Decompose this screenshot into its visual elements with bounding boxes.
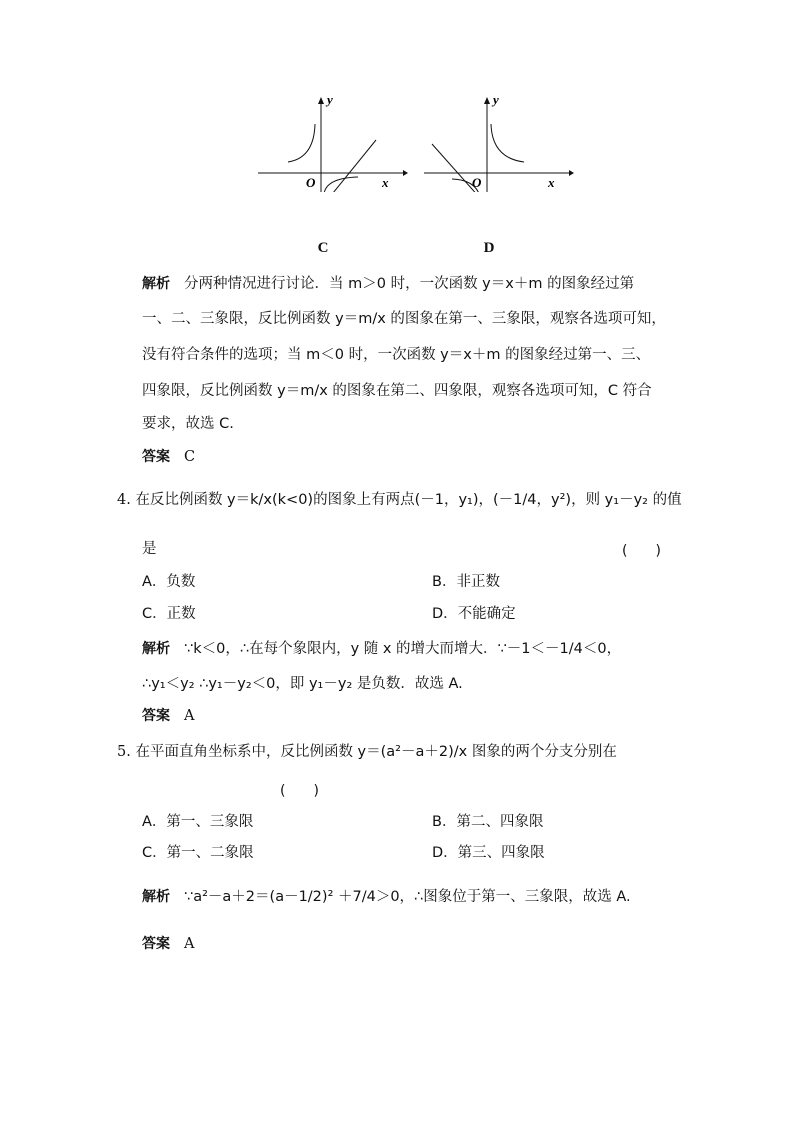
q5-answer-keyword: 答案 (142, 936, 170, 952)
q3-analysis-line-2 (142, 308, 702, 330)
graph-c-x-label: x (382, 175, 389, 190)
graph-c-origin-label: O (306, 175, 316, 190)
q3-analysis-text-5: 要求，故选 C. (142, 416, 234, 432)
graph-d-label: D (483, 240, 495, 256)
q3-analysis-text-1: 分两种情况进行讨论．当 m＞0 时，一次函数 y＝x＋m 的图象经过第 (184, 276, 635, 292)
graph-c-y-label: y (327, 92, 333, 107)
q4-answer (142, 705, 702, 727)
q3-analysis-text-4: 四象限，反比例函数 y＝m/x 的图象在第二、四象限，观察各选项可知，C 符合 (142, 383, 652, 399)
q3-analysis-keyword: 解析 (142, 276, 170, 292)
q4-stem-end-text: 是 (142, 541, 157, 557)
q4-number: 4. (117, 492, 131, 508)
q5-stem (117, 741, 697, 763)
q3-analysis-text-2: 一、二、三象限，反比例函数 y＝m/x 的图象在第一、三象限，观察各选项可知， (142, 311, 666, 327)
q3-answer-value: C (184, 449, 196, 465)
q5-option-b: B．第二、四象限 (432, 814, 544, 830)
q3-answer (142, 446, 702, 468)
q4-analysis-keyword: 解析 (142, 641, 170, 657)
q4-option-b: B．非正数 (432, 574, 500, 590)
q4-analysis-line-2 (142, 673, 702, 695)
q5-option-a: A．第一、三象限 (142, 814, 254, 830)
q5-number: 5. (117, 744, 131, 760)
q3-analysis-line-1 (142, 273, 702, 295)
q5-analysis-keyword: 解析 (142, 889, 170, 905)
q4-option-a: A．负数 (142, 574, 196, 590)
q3-analysis-text-3: 没有符合条件的选项；当 m＜0 时，一次函数 y＝x＋m 的图象经过第一、三、 (142, 347, 651, 363)
graph-d-x-label: x (548, 175, 555, 190)
q4-stem-text: 在反比例函数 y＝k/x(k<0)的图象上有两点(－1，y₁)，(－1/4，y²)，则 y₁－y₂ 的值 (135, 492, 682, 508)
graph-c (258, 92, 408, 192)
q4-answer-blank: ( ) (622, 543, 661, 559)
q4-stem (117, 489, 697, 511)
q5-answer (142, 933, 702, 955)
q4-analysis-text-1: ∵k＜0，∴在每个象限内，y 随 x 的增大而增大．∵－1＜－1/4＜0， (184, 641, 622, 657)
graph-d (424, 92, 574, 192)
q4-option-d: D．不能确定 (432, 606, 516, 622)
q5-answer-blank: ( ) (280, 783, 319, 799)
q3-answer-keyword: 答案 (142, 449, 170, 465)
q4-analysis-line-1 (142, 638, 702, 660)
q4-stem-end (142, 538, 702, 560)
q4-analysis-text-2: ∴y₁＜y₂ ∴y₁－y₂＜0，即 y₁－y₂ 是负数．故选 A. (142, 676, 463, 692)
q5-analysis-text: ∵a²－a＋2＝(a－1/2)² ＋7/4＞0，∴图象位于第一、三象限，故选 A. (184, 889, 631, 905)
q4-answer-keyword: 答案 (142, 708, 170, 724)
q5-option-c: C．第一、二象限 (142, 845, 254, 861)
q5-stem-text: 在平面直角坐标系中，反比例函数 y＝(a²－a＋2)/x 图象的两个分支分别在 (135, 744, 617, 760)
q4-option-c: C．正数 (142, 606, 196, 622)
q5-answer-value: A (184, 936, 195, 952)
q3-analysis-line-3 (142, 344, 702, 366)
graph-c-label: C (317, 240, 329, 256)
q3-analysis-line-4 (142, 380, 702, 402)
q5-option-d: D．第三、四象限 (432, 845, 545, 861)
q5-analysis (142, 886, 702, 908)
graph-d-origin-label: O (472, 175, 482, 190)
graph-d-y-label: y (493, 92, 499, 107)
q4-answer-value: A (184, 708, 195, 724)
q3-analysis-line-5 (142, 413, 702, 435)
